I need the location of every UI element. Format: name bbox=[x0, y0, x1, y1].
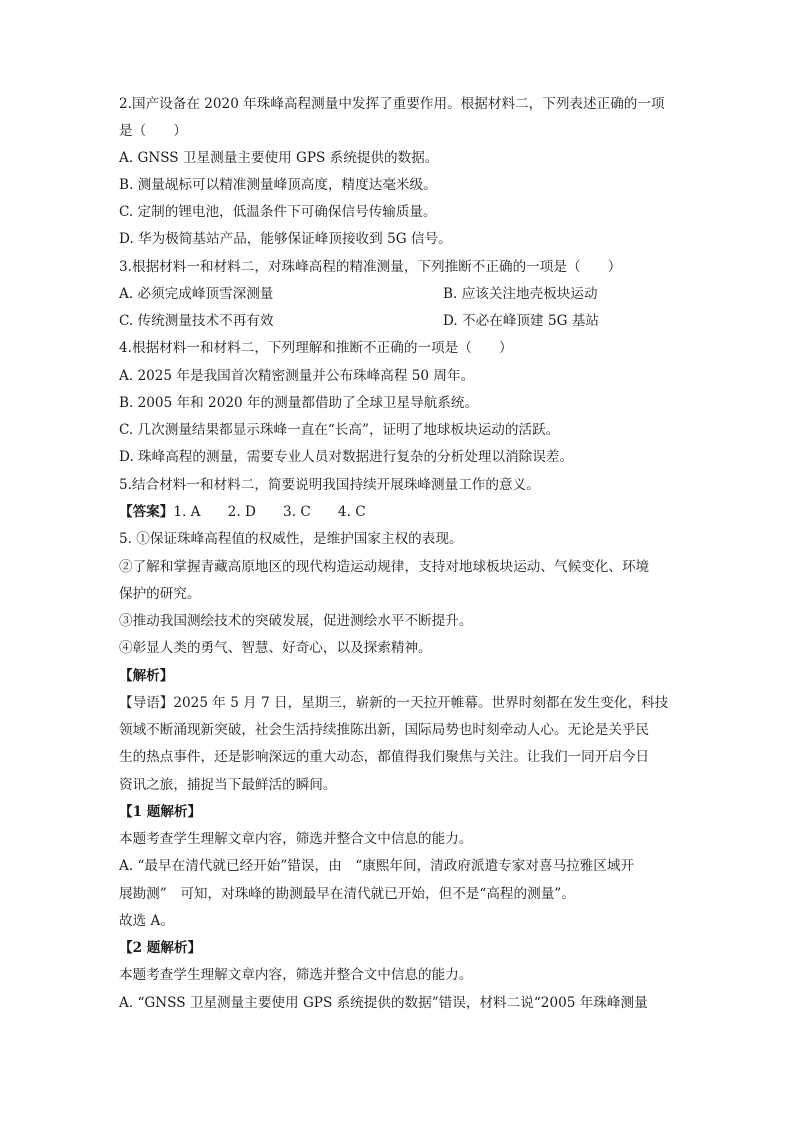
q1-analysis-a-line1: A. “最早在清代就已经开始”错误，由 “康熙年间，清政府派遣专家对喜马拉雅区域开 bbox=[119, 858, 635, 874]
guide-line1: 【导语】2025 年 5 月 7 日，星期三，崭新的一天拉开帷幕。世界时刻都在发生变化，科技 bbox=[119, 695, 669, 711]
q1-analysis-a-line2: 展勘测” 可知，对珠峰的勘测最早在清代就已开始，但不是“高程的测量”。 bbox=[119, 886, 575, 902]
guide-line4: 资讯之旅，捕捉当下最鲜活的瞬间。 bbox=[119, 777, 337, 793]
q2-option-d: D. 华为极简基站产品，能够保证峰顶接收到 5G 信号。 bbox=[119, 231, 452, 247]
q2-option-b: B. 测量觇标可以精准测量峰顶高度，精度达毫米级。 bbox=[119, 177, 437, 193]
answer-row bbox=[119, 502, 366, 522]
guide-line2: 领域不断涌现新突破，社会生活持续推陈出新，国际局势也时刻牵动人心。无论是关乎民 bbox=[119, 722, 650, 738]
q4-option-c: C. 几次测量结果都显示珠峰一直在“长高”，证明了地球板块运动的活跃。 bbox=[119, 422, 560, 438]
q4-option-b: B. 2005 年和 2020 年的测量都借助了全球卫星导航系统。 bbox=[119, 395, 479, 411]
q1-analysis-label: 【1 题解析】 bbox=[119, 804, 202, 820]
answer-point4: ④彰显人类的勇气、智慧、好奇心，以及探索精神。 bbox=[119, 640, 432, 656]
q2-stem-line2: 是（ ） bbox=[119, 123, 187, 139]
q2-option-a: A. GNSS 卫星测量主要使用 GPS 系统提供的数据。 bbox=[119, 150, 439, 166]
q2-option-c: C. 定制的锂电池，低温条件下可确保信号传输质量。 bbox=[119, 204, 437, 220]
q2-stem-line1: 2.国产设备在 2020 年珠峰高程测量中发挥了重要作用。根据材料二，下列表述正确的一项 bbox=[119, 96, 665, 112]
q4-stem: 4.根据材料一和材料二，下列理解和推断不正确的一项是（ ） bbox=[119, 340, 513, 356]
answer-point2-line1: ②了解和掌握青藏高原地区的现代构造运动规律，支持对地球板块运动、气候变化、环境 bbox=[119, 559, 650, 575]
q5-stem: 5.结合材料一和材料二，简要说明我国持续开展珠峰测量工作的意义。 bbox=[119, 477, 540, 493]
q1-conclusion: 故选 A。 bbox=[119, 913, 174, 929]
analysis-label: 【解析】 bbox=[119, 668, 174, 684]
q3-option-c: C. 传统测量技术不再有效 bbox=[119, 313, 274, 329]
answer-q5-intro: 5. ①保证珠峰高程值的权威性，是维护国家主权的表现。 bbox=[119, 531, 463, 547]
answer-choices: 1. A 2. D 3. C 4. C bbox=[173, 504, 366, 520]
q2-analysis-a-line1: A. “GNSS 卫星测量主要使用 GPS 系统提供的数据”错误，材料二说“2005 年珠峰测量 bbox=[119, 995, 648, 1011]
q3-option-b: B. 应该关注地壳板块运动 bbox=[443, 286, 598, 302]
q3-option-d: D. 不必在峰顶建 5G 基站 bbox=[443, 313, 599, 329]
q3-option-a: A. 必须完成峰顶雪深测量 bbox=[119, 286, 274, 302]
q2-analysis-text: 本题考查学生理解文章内容，筛选并整合文中信息的能力。 bbox=[119, 967, 473, 983]
q3-stem: 3.根据材料一和材料二，对珠峰高程的精准测量，下列推断不正确的一项是（ ） bbox=[119, 259, 622, 275]
answer-point3: ③推动我国测绘技术的突破发展，促进测绘水平不断提升。 bbox=[119, 613, 473, 629]
answer-label: 【答案】 bbox=[119, 504, 174, 520]
q4-option-a: A. 2025 年是我国首次精密测量并公布珠峰高程 50 周年。 bbox=[119, 368, 475, 384]
guide-line3: 生的热点事件，还是影响深远的重大动态，都值得我们聚焦与关注。让我们一同开启今日 bbox=[119, 749, 650, 765]
q4-option-d: D. 珠峰高程的测量，需要专业人员对数据进行复杂的分析处理以消除误差。 bbox=[119, 449, 574, 465]
q2-analysis-label: 【2 题解析】 bbox=[119, 940, 202, 956]
q1-analysis-text: 本题考查学生理解文章内容，筛选并整合文中信息的能力。 bbox=[119, 831, 473, 847]
answer-point2-line2: 保护的研究。 bbox=[119, 586, 201, 602]
